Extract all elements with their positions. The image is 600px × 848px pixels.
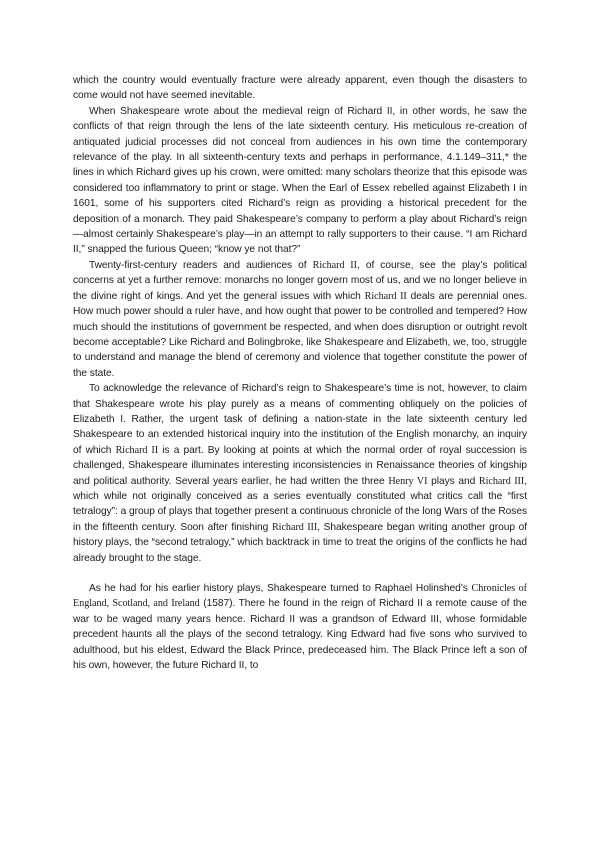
paragraph-relevance bbox=[73, 381, 527, 566]
play-title: Richard III bbox=[478, 475, 525, 487]
play-title: Henry VI bbox=[388, 475, 428, 487]
document-page bbox=[73, 73, 527, 673]
paragraph-text: deals are perennial ones. How much power should a ruler have, and how ought that power to be controlled and tempered? How much should the institutions of government be respected, and when does disruption or outright revolt become acceptable? Like Richard and Bolingbroke, like Shakespeare and Elizabeth, we, too, struggle to understand and manage the blend of ceremony and violence that together constitute the power of the state. bbox=[73, 290, 528, 379]
paragraph-text: , Shakespeare began writing another group of history plays, the “second tetralogy,” which backtrack in time to treat the origins of the conflicts he had already brought to the stage. bbox=[73, 521, 527, 564]
play-title: Richard II bbox=[312, 259, 357, 271]
play-title: Richard II bbox=[115, 444, 159, 456]
paragraph-modern-readers bbox=[73, 258, 527, 381]
paragraph-text: (1587). There he found in the reign of Richard II a remote cause of the war to be waged many years hence. Richard II was a grandson of Edward III, whose formidable precedent haunts all the plays of the second tetralogy. King Edward had five sons who survived to adulthood, but his eldest, Edward the Black Prince, predeceased him. The Black Prince left a son of his own, however, the future Richard II, to bbox=[73, 598, 527, 672]
play-title: Richard II bbox=[364, 290, 407, 302]
paragraph-holinshed bbox=[73, 581, 527, 673]
paragraph-text: , which while not originally conceived as a series eventually constituted what critics call the “first tetralogy”: a group of plays that together present a continuous chronicle of the long Wars of the Roses in the fifteenth century. Soon after finishing bbox=[73, 475, 528, 533]
paragraph-text: Twenty-first-century readers and audiences of bbox=[89, 259, 313, 271]
book-title: Chronicles of England, Scotland, and Ireland bbox=[73, 583, 527, 610]
paragraph-text: plays and bbox=[427, 475, 479, 487]
paragraph-text: To acknowledge the relevance of Richard’s reign to Shakespeare’s time is not, however, to claim that Shakespeare wrote his play purely as a means of commenting obliquely on the policies of Elizabeth I. Rather, the urgent task of defining a nation-state in the late sixteenth century led Shakespeare to an extended historical inquiry into the institution of the English monarchy, an inquiry of which bbox=[73, 383, 527, 456]
paragraph-text: As he had for his earlier history plays, Shakespeare turned to Raphael Holinshed’s bbox=[89, 583, 472, 594]
paragraph-text: When Shakespeare wrote about the medieval reign of Richard II, in other words, he saw the conflicts of that reign through the lens of the late sixteenth century. His meticulous re-creation of antiquated judicial processes did not conceal from audiences in his own time the contemporary relevance of the play. In all sixteenth-century texts and perhaps in performance, 4.1.149–311,* the lines in which Richard gives up his crown, were omitted: many scholars theorize that this episode was considered too inflammatory to print or stage. When the Earl of Essex rebelled against Elizabeth I in 1601, some of his supporters cited Richard’s reign as providing a historical precedent for the deposition of a monarch. They paid Shakespeare’s company to perform a play about Richard’s reign—almost certainly Shakespeare’s play—in an attempt to rally supporters to their cause. “I am Richard II,” snapped the furious Queen; “know ye not that?” bbox=[73, 105, 527, 256]
paragraph-text: which the country would eventually fracture were already apparent, even though the disasters to come would not have seemed inevitable. bbox=[73, 75, 527, 102]
play-title: Richard III bbox=[271, 521, 318, 533]
paragraph-continuation bbox=[73, 73, 527, 104]
paragraph-text: , of course, see the play’s political concerns at yet a further remove: monarchs no longer govern most of us, and we no longer believe in the divine right of kings. And yet the general issues with which bbox=[73, 259, 527, 302]
paragraph-text: is a part. By looking at points at which the normal order of royal succession is challenged, Shakespeare illuminates interesting inconsistencies in Renaissance theories of kingship and political authority. Several years earlier, he had written the three bbox=[73, 444, 527, 487]
paragraph-richard-reign-lens bbox=[73, 104, 527, 258]
